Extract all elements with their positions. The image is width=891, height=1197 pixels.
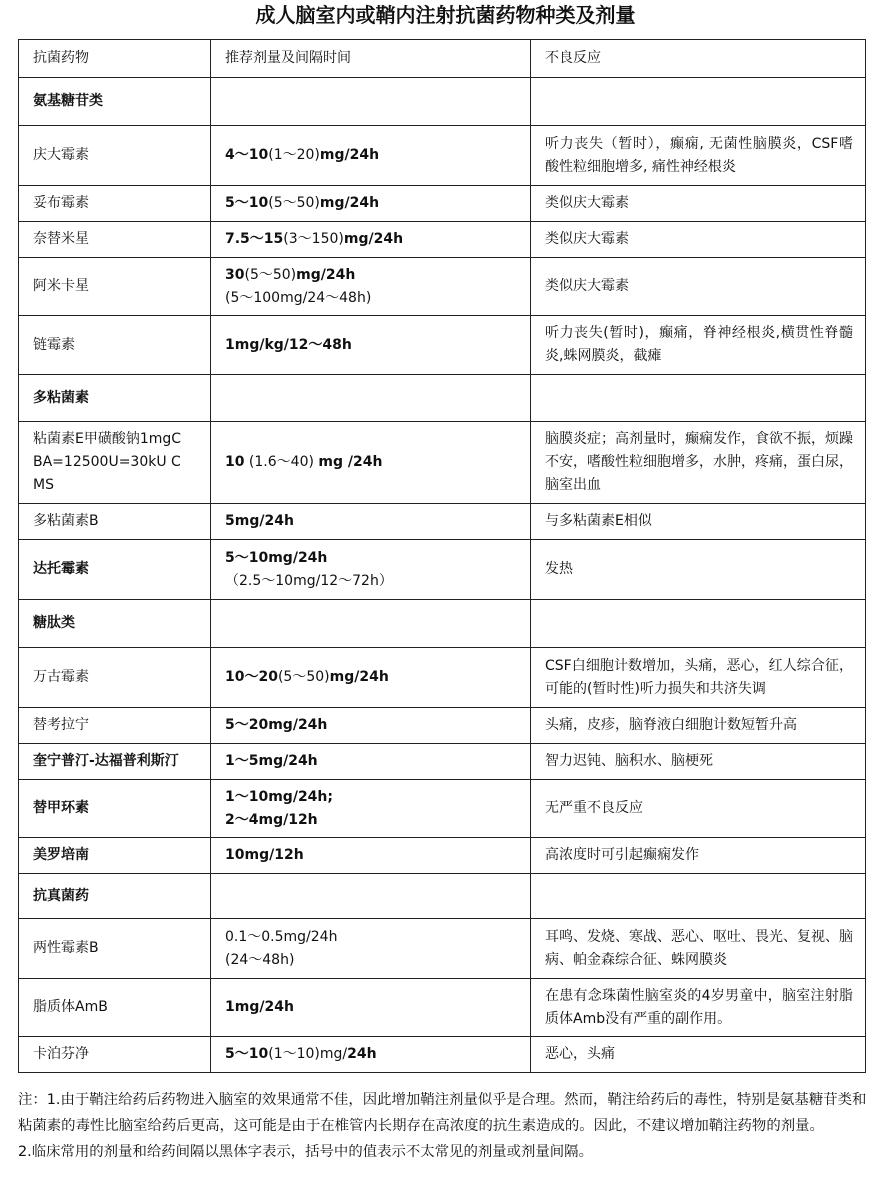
dose-segment: (1～10)mg/ [268,1046,348,1062]
dose-line [225,287,530,310]
drug-name: 达托霉素 [19,540,211,600]
dose-line [225,334,530,357]
adverse-effect: 类似庆大霉素 [531,222,866,258]
dose-cell [211,1037,531,1073]
category-name: 氨基糖苷类 [19,78,211,126]
dose-line [225,926,530,949]
dose-line [225,996,530,1019]
adverse-effect: 恶心，头痛 [531,1037,866,1073]
dose-cell [211,979,531,1037]
drug-name: 奈替米星 [19,222,211,258]
dose-line [225,451,530,474]
header-dose: 推荐剂量及间隔时间 [211,40,531,78]
drug-name: 两性霉素B [19,919,211,979]
drug-name: 卡泊芬净 [19,1037,211,1073]
table-header-row [19,40,866,78]
drug-row [19,648,866,708]
drug-name: 替甲环素 [19,780,211,838]
empty-cell [211,375,531,422]
dose-line [225,844,530,867]
empty-cell [531,874,866,919]
dose-line [225,666,530,689]
dose-segment: 0.1～0.5mg/24h [225,928,338,945]
dose-cell [211,919,531,979]
dose-segment: mg/24h [319,195,380,211]
dose-line [225,949,530,972]
dose-cell [211,422,531,504]
dose-segment: 1～10mg/24h; [225,788,333,805]
category-name: 糖肽类 [19,600,211,648]
drug-row [19,1037,866,1073]
drug-row [19,540,866,600]
empty-cell [211,600,531,648]
drug-row [19,504,866,540]
header-drug: 抗菌药物 [19,40,211,78]
drug-row [19,258,866,316]
notes [18,1087,868,1165]
dose-line [225,786,530,809]
dose-segment: 10mg/12h [225,847,304,863]
dose-line [225,809,530,832]
dose-cell [211,222,531,258]
drug-name: 替考拉宁 [19,708,211,744]
dose-cell [211,258,531,316]
dose-segment: (5～50) [268,195,320,211]
dose-cell [211,648,531,708]
empty-cell [531,600,866,648]
adverse-effect: 听力丧失(暂时)，癫痛，脊神经根炎,横贯性脊髓炎,蛛网膜炎，截瘫 [531,316,866,375]
dose-line [225,1043,530,1066]
drug-name: 美罗培南 [19,838,211,874]
drug-name: 阿米卡星 [19,258,211,316]
dose-segment: mg/24h [319,147,380,163]
drug-row [19,708,866,744]
dose-segment: 1mg/kg/12～48h [225,336,352,353]
dose-segment: 5～10 [225,1046,269,1062]
adverse-effect: 无严重不良反应 [531,780,866,838]
drug-name: 链霉素 [19,316,211,375]
dose-line [225,547,530,570]
drug-row [19,919,866,979]
dose-segment: 24h [347,1046,377,1062]
dose-segment: 1mg/24h [225,999,294,1015]
dose-segment: (1.6～40) [244,454,319,470]
drug-row [19,838,866,874]
page-title: 成人脑室内或鞘内注射抗菌药物种类及剂量 [255,3,636,27]
drug-row [19,316,866,375]
drug-name: 庆大霉素 [19,126,211,186]
dose-cell [211,126,531,186]
category-row [19,600,866,648]
dose-segment: 5mg/24h [225,513,294,529]
dose-line [225,228,530,251]
dose-cell [211,708,531,744]
dose-cell [211,744,531,780]
category-row [19,375,866,422]
dose-line [225,192,530,215]
note-1: 注：1.由于鞘注给药后药物进入脑室的效果通常不佳，因此增加鞘注剂量似乎是合理。然而，鞘注给药后的毒性，特别是氨基糖苷类和粘菌素的毒性比脑室给药后更高，这可能是由于在椎管内长期存在高浓度的抗生素造成的。因此，不建议增加鞘注药物的剂量。 [18,1092,867,1134]
drug-name: 万古霉素 [19,648,211,708]
dose-cell [211,504,531,540]
header-adverse: 不良反应 [531,40,866,78]
category-row [19,874,866,919]
adverse-effect: CSF白细胞计数增加，头痛，恶心，红人综合征，可能的(暂时性)听力损失和共济失调 [531,648,866,708]
dose-line [225,570,530,593]
adverse-effect: 与多粘菌素E相似 [531,504,866,540]
dose-line [225,510,530,533]
category-name: 抗真菌药 [19,874,211,919]
dose-segment: (24～48h) [225,951,295,968]
drug-name: 脂质体AmB [19,979,211,1037]
dose-line [225,714,530,737]
drug-row [19,744,866,780]
adverse-effect: 耳鸣、发烧、寒战、恶心、呕吐、畏光、复视、脑病、帕金森综合征、蛛网膜炎 [531,919,866,979]
dose-segment: 2～4mg/12h [225,811,318,828]
dose-segment: mg /24h [318,454,383,470]
dose-segment: mg/24h [296,266,356,283]
adverse-effect: 类似庆大霉素 [531,186,866,222]
dose-segment: (5～100mg/24～48h) [225,289,372,306]
dose-segment: mg/24h [343,231,404,247]
category-name: 多粘菌素 [19,375,211,422]
dose-segment: （2.5～10mg/12～72h） [225,572,393,589]
dose-segment: 1～5mg/24h [225,753,318,769]
empty-cell [211,874,531,919]
drug-row [19,222,866,258]
dose-segment: 4～10 [225,147,269,163]
drug-name: 多粘菌素B [19,504,211,540]
adverse-effect: 高浓度时可引起癫痫发作 [531,838,866,874]
drug-name: 粘菌素E甲磺酸钠1mgCBA=12500U=30kU CMS [19,422,211,504]
adverse-effect: 在患有念珠菌性脑室炎的4岁男童中，脑室注射脂质体Amb没有严重的副作用。 [531,979,866,1037]
dose-cell [211,316,531,375]
empty-cell [531,375,866,422]
dose-line [225,264,530,287]
note-2: 2.临床常用的剂量和给药间隔以黑体字表示，括号中的值表示不太常见的剂量或剂量间隔。 [18,1144,593,1160]
dose-line [225,144,530,167]
dose-segment: 7.5～15 [225,231,284,247]
adverse-effect: 发热 [531,540,866,600]
category-row [19,78,866,126]
drug-row [19,126,866,186]
dose-segment: (1～20) [268,147,320,163]
adverse-effect: 智力迟钝、脑积水、脑梗死 [531,744,866,780]
adverse-effect: 听力丧失（暂时），癫痫, 无菌性脑膜炎，CSF嗜酸性粒细胞增多, 痛性神经根炎 [531,126,866,186]
dose-segment: 5～20mg/24h [225,717,328,733]
dose-cell [211,838,531,874]
dose-cell [211,540,531,600]
drug-name: 妥布霉素 [19,186,211,222]
dose-segment: (5～50) [277,669,330,685]
table-body [19,78,866,1073]
drug-row [19,186,866,222]
dose-cell [211,186,531,222]
dose-segment: 10 [225,454,245,470]
dose-cell [211,780,531,838]
drug-row [19,979,866,1037]
adverse-effect: 类似庆大霉素 [531,258,866,316]
dose-segment: 30 [225,266,245,283]
drug-dosage-table [18,39,866,1073]
empty-cell [211,78,531,126]
adverse-effect: 头痛，皮疹，脑脊液白细胞计数短暂升高 [531,708,866,744]
drug-row [19,422,866,504]
drug-row [19,780,866,838]
adverse-effect: 脑膜炎症；高剂量时，癫痫发作，食欲不振，烦躁不安，嗜酸性粒细胞增多，水肿，疼痛，蛋白尿，脑室出血 [531,422,866,504]
drug-name: 奎宁普汀-达福普利斯汀 [19,744,211,780]
dose-segment: mg/24h [329,669,389,685]
dose-segment: 5～10 [225,195,269,211]
dose-line [225,750,530,773]
dose-segment: 10～20 [225,669,278,685]
dose-segment: 5～10mg/24h [225,549,328,566]
dose-segment: (3～150) [283,231,344,247]
dose-segment: (5～50) [244,266,297,283]
empty-cell [531,78,866,126]
